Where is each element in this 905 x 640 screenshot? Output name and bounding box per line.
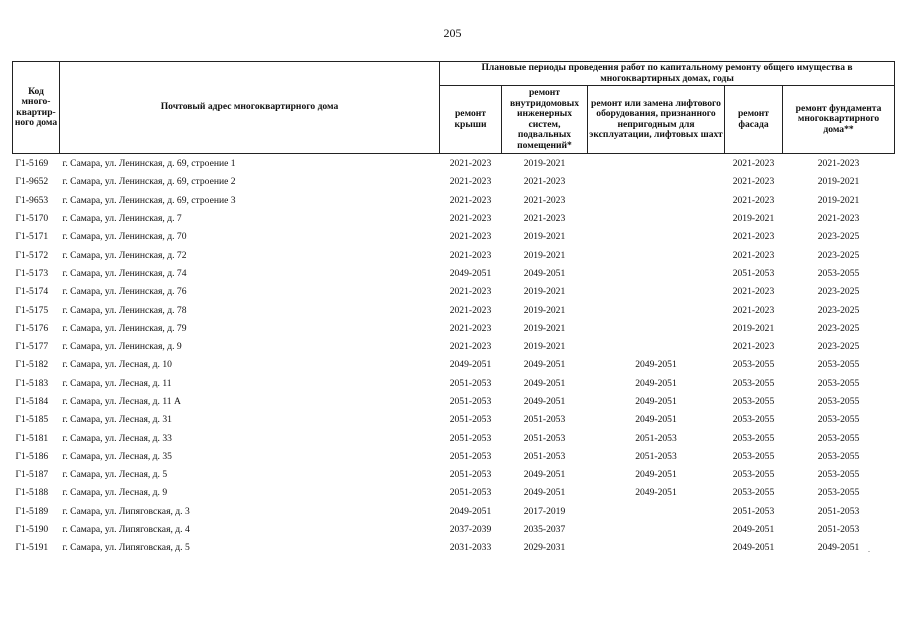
table-row [13,429,895,447]
cell-facade: 2053-2055 [732,432,775,444]
cell-code: Г1-5173 [15,267,49,279]
cell-address: г. Самара, ул. Лесная, д. 11 [62,377,172,389]
cell-roof: 2051-2053 [449,487,492,499]
cell-code: Г1-5189 [15,505,49,517]
table-row [13,265,895,283]
cell-code: Г1-5185 [15,414,49,426]
cell-address: г. Самара, ул. Ленинская, д. 7 [62,213,182,225]
cell-systems: 2017-2019 [523,505,566,517]
table-row [13,356,895,374]
table-row [13,393,895,411]
cell-elevator: 2049-2051 [635,487,677,499]
cell-facade: 2021-2023 [732,341,775,353]
cell-systems: 2021-2023 [523,176,566,188]
table-row [13,448,895,466]
cell-foundation: 2053-2055 [817,359,860,371]
cell-systems: 2019-2021 [523,304,566,316]
cell-code: Г1-5176 [15,322,49,334]
table-row [13,320,895,338]
cell-systems: 2035-2037 [523,524,566,536]
cell-facade: 2019-2021 [732,213,775,225]
cell-address: г. Самара, ул. Лесная, д. 35 [62,450,172,462]
cell-roof: 2049-2051 [449,359,492,371]
cell-foundation: 2053-2055 [817,414,860,426]
table-row [13,375,895,393]
cell-elevator [588,192,725,210]
cell-code: Г1-5188 [15,487,49,499]
table-row [13,301,895,319]
capital-repair-schedule-table [12,61,895,558]
cell-address: г. Самара, ул. Ленинская, д. 76 [62,286,187,298]
cell-code: Г1-5177 [15,341,49,353]
cell-systems: 2051-2053 [523,414,566,426]
cell-foundation: 2023-2025 [817,322,860,334]
cell-code: Г1-5174 [15,286,49,298]
cell-foundation: 2053-2055 [817,432,860,444]
cell-code: Г1-5191 [15,542,49,554]
cell-elevator [588,338,725,356]
cell-elevator [588,539,725,557]
cell-roof: 2051-2053 [449,469,492,481]
cell-elevator [588,246,725,264]
cell-roof: 2049-2051 [449,267,492,279]
table-row [13,466,895,484]
cell-systems: 2049-2051 [523,469,566,481]
cell-roof: 2021-2023 [449,249,492,261]
cell-address: г. Самара, ул. Ленинская, д. 74 [62,267,187,279]
table-body [13,154,895,558]
cell-facade: 2021-2023 [732,286,775,298]
cell-facade: 2021-2023 [732,158,775,170]
table-row [13,411,895,429]
cell-systems: 2019-2021 [523,231,566,243]
table-row [13,246,895,264]
cell-roof: 2021-2023 [449,231,492,243]
cell-facade: 2053-2055 [732,469,775,481]
cell-code: Г1-5182 [15,359,49,371]
cell-foundation: 2023-2025 [817,304,860,316]
cell-foundation: 2023-2025 [817,341,860,353]
cell-systems: 2049-2051 [523,487,566,499]
cell-systems: 2021-2023 [523,213,566,225]
table-row [13,521,895,539]
cell-foundation: 2023-2025 [817,286,860,298]
cell-foundation: 2051-2053 [817,524,860,536]
cell-facade: 2049-2051 [732,542,775,554]
cell-code: Г1-5187 [15,469,49,481]
table-row [13,283,895,301]
cell-roof: 2021-2023 [449,213,492,225]
cell-code: Г1-5170 [15,213,49,225]
cell-elevator [588,503,725,521]
cell-roof: 2049-2051 [449,505,492,517]
cell-facade: 2021-2023 [732,304,775,316]
cell-elevator [588,283,725,301]
cell-facade: 2021-2023 [732,249,775,261]
header-periods: Плановые периоды проведения работ по капитальному ремонту общего имущества в многоквартирных домах, годы [440,62,895,86]
cell-roof: 2021-2023 [449,194,492,206]
table-header [13,62,895,154]
cell-elevator: 2049-2051 [635,469,677,481]
cell-address: г. Самара, ул. Липяговская, д. 5 [62,542,190,554]
cell-address: г. Самара, ул. Ленинская, д. 72 [62,249,187,261]
cell-elevator: 2049-2051 [635,377,677,389]
cell-address: г. Самара, ул. Лесная, д. 31 [62,414,172,426]
table-row [13,210,895,228]
cell-foundation: 2019-2021 [817,194,860,206]
cell-facade: 2019-2021 [732,322,775,334]
cell-roof: 2051-2053 [449,396,492,407]
cell-code: Г1-5190 [15,524,49,536]
cell-address: г. Самара, ул. Ленинская, д. 9 [62,341,182,353]
cell-address: г. Самара, ул. Ленинская, д. 69, строение 1 [62,158,236,170]
cell-address: г. Самара, ул. Лесная, д. 9 [62,487,168,499]
cell-roof: 2031-2033 [449,542,492,554]
cell-roof: 2051-2053 [449,414,492,426]
cell-foundation: 2023-2025 [817,249,860,261]
cell-address: г. Самара, ул. Лесная, д. 11 А [62,396,181,407]
table-row [13,338,895,356]
cell-systems: 2021-2023 [523,194,566,206]
header-address: Почтовый адрес многоквартирного дома [60,62,440,154]
cell-facade: 2053-2055 [732,359,775,371]
table-row [13,173,895,191]
cell-systems: 2049-2051 [523,267,566,279]
cell-facade: 2053-2055 [732,450,775,462]
cell-facade: 2051-2053 [732,505,775,517]
cell-facade: 2053-2055 [732,414,775,426]
cell-roof: 2021-2023 [449,176,492,188]
cell-systems: 2019-2021 [523,158,566,170]
cell-elevator [588,173,725,191]
cell-roof: 2051-2053 [449,432,492,444]
cell-elevator [588,228,725,246]
cell-elevator [588,320,725,338]
cell-facade: 2049-2051 [732,524,775,536]
cell-address: г. Самара, ул. Ленинская, д. 79 [62,322,187,334]
header-facade: ремонт фасада [725,86,783,154]
cell-foundation: 2051-2053 [817,505,860,517]
cell-address: г. Самара, ул. Ленинская, д. 70 [62,231,187,243]
cell-foundation: 2053-2055 [817,377,860,389]
cell-facade: 2053-2055 [732,377,775,389]
cell-elevator [588,154,725,174]
cell-roof: 2021-2023 [449,158,492,170]
cell-elevator: 2049-2051 [635,414,677,426]
cell-foundation: 2053-2055 [817,267,860,279]
page-number: 205 [443,26,462,40]
cell-systems: 2019-2021 [523,341,566,353]
header-elevator: ремонт или замена лифтового оборудования, признанного непригодным для эксплуатации, лифтовых шахт [588,86,725,154]
cell-foundation: 2053-2055 [817,469,860,481]
cell-facade: 2051-2053 [732,267,775,279]
cell-elevator [588,210,725,228]
cell-elevator: 2049-2051 [635,396,677,407]
cell-address: г. Самара, ул. Лесная, д. 10 [62,359,172,371]
cell-foundation: 2053-2055 [817,487,860,499]
cell-foundation: 2053-2055 [817,450,860,462]
table-row [13,539,895,557]
cell-facade: 2053-2055 [732,396,775,407]
cell-foundation: 2049-2051 [817,542,860,554]
cell-code: Г1-5183 [15,377,49,389]
cell-foundation: 2021-2023 [817,213,860,225]
cell-elevator: 2051-2053 [635,432,677,444]
cell-roof: 2051-2053 [449,450,492,462]
cell-foundation: 2023-2025 [817,231,860,243]
cell-code: Г1-5171 [15,231,49,243]
table-row [13,192,895,210]
cell-address: г. Самара, ул. Лесная, д. 33 [62,432,172,444]
cell-systems: 2051-2053 [523,450,566,462]
cell-roof: 2051-2053 [449,377,492,389]
cell-systems: 2049-2051 [523,377,566,389]
cell-elevator: 2051-2053 [635,450,677,462]
cell-code: Г1-5184 [15,396,49,407]
cell-address: г. Самара, ул. Лесная, д. 5 [62,469,168,481]
cell-code: Г1-9653 [15,194,49,206]
cell-foundation: 2053-2055 [817,396,860,407]
cell-elevator [588,301,725,319]
cell-roof: 2021-2023 [449,341,492,353]
table-row [13,154,895,174]
table-row [13,228,895,246]
cell-elevator [588,265,725,283]
cell-systems: 2051-2053 [523,432,566,444]
cell-address: г. Самара, ул. Липяговская, д. 3 [62,505,190,517]
header-foundation: ремонт фундамента многоквартирного дома** [783,86,895,154]
cell-roof: 2021-2023 [449,286,492,298]
cell-code: Г1-5186 [15,450,49,462]
header-roof: ремонт крыши [440,86,502,154]
cell-systems: 2029-2031 [523,542,566,554]
cell-systems: 2049-2051 [523,396,566,407]
cell-address: г. Самара, ул. Ленинская, д. 69, строение 2 [62,176,236,188]
cell-systems: 2019-2021 [523,322,566,334]
cell-systems: 2019-2021 [523,286,566,298]
header-code: Код много-квартир-ного дома [13,62,60,154]
cell-facade: 2053-2055 [732,487,775,499]
scan-mark-dot: . [868,545,870,554]
cell-roof: 2021-2023 [449,322,492,334]
cell-roof: 2021-2023 [449,304,492,316]
cell-foundation: 2019-2021 [817,176,860,188]
cell-code: Г1-5175 [15,304,49,316]
table-row [13,484,895,502]
cell-elevator: 2049-2051 [635,359,677,371]
cell-code: Г1-5172 [15,249,49,261]
table-row [13,503,895,521]
cell-address: г. Самара, ул. Липяговская, д. 4 [62,524,190,536]
cell-foundation: 2021-2023 [817,158,860,170]
cell-code: Г1-5169 [15,158,49,170]
cell-systems: 2019-2021 [523,249,566,261]
cell-facade: 2021-2023 [732,231,775,243]
cell-facade: 2021-2023 [732,194,775,206]
cell-elevator [588,521,725,539]
header-systems: ремонт внутридомовых инженерных систем, подвальных помещений* [502,86,588,154]
cell-code: Г1-9652 [15,176,49,188]
cell-facade: 2021-2023 [732,176,775,188]
cell-systems: 2049-2051 [523,359,566,371]
cell-address: г. Самара, ул. Ленинская, д. 78 [62,304,187,316]
cell-code: Г1-5181 [15,432,49,444]
cell-roof: 2037-2039 [449,524,492,536]
cell-address: г. Самара, ул. Ленинская, д. 69, строение 3 [62,194,236,206]
